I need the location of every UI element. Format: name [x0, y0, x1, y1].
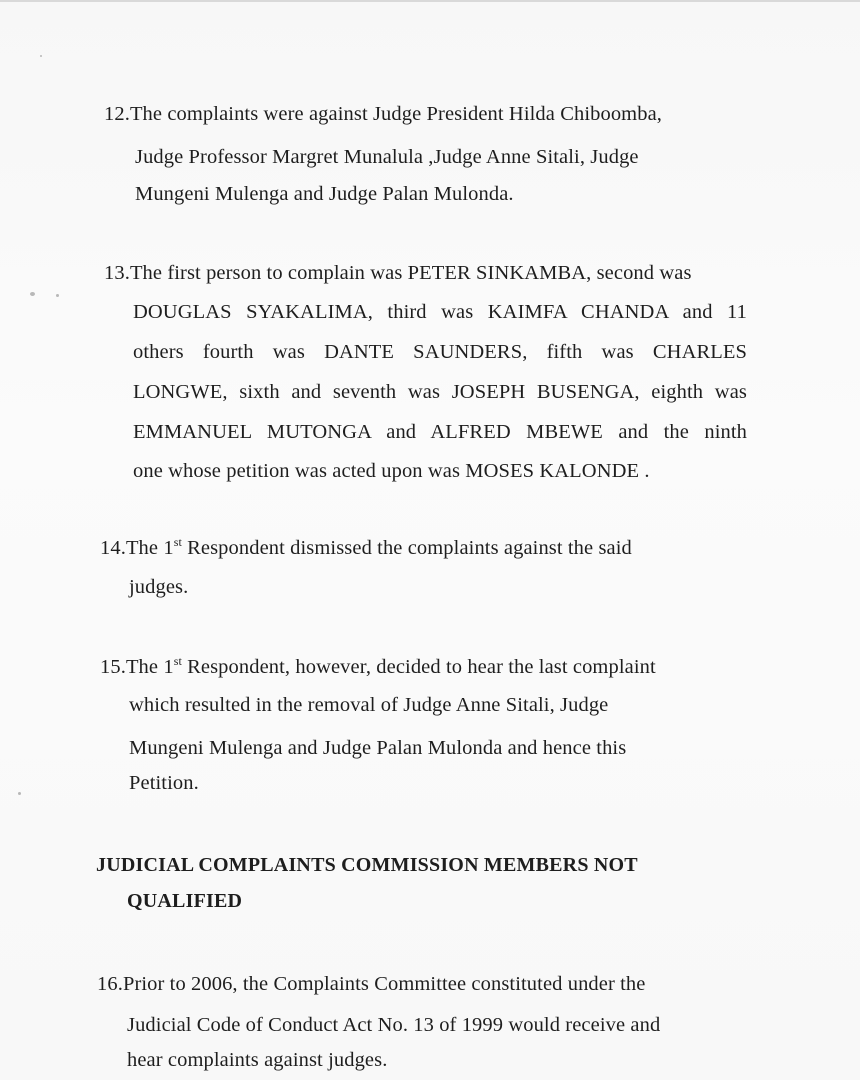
- paragraph-line: hear complaints against judges.: [127, 1049, 388, 1071]
- paragraph-line: Mungeni Mulenga and Judge Palan Mulonda and hence this: [129, 737, 627, 759]
- paragraph-line: [104, 263, 692, 283]
- paragraph-text: The 1: [125, 537, 174, 559]
- paragraph-line: [104, 104, 662, 124]
- scan-speck: [18, 792, 21, 795]
- paragraph-line: Judicial Code of Conduct Act No. 13 of 1999 would receive and: [127, 1014, 661, 1036]
- ordinal-suffix: st: [173, 654, 182, 669]
- scan-speck: [30, 292, 35, 296]
- paragraph-line: Judge Professor Margret Munalula ,Judge Anne Sitali, Judge: [135, 146, 639, 168]
- scan-speck: [40, 55, 42, 57]
- paragraph-text: The complaints were against Judge President Hilda Chiboomba,: [129, 103, 662, 125]
- paragraph-number: 15.: [100, 656, 126, 678]
- paragraph-line: [100, 654, 656, 678]
- paragraph-line: [97, 974, 645, 994]
- paragraph-line: Petition.: [129, 772, 199, 794]
- paragraph-text: Respondent, however, decided to hear the last complaint: [181, 656, 656, 678]
- paragraph-line: EMMANUEL MUTONGA and ALFRED MBEWE and the ninth: [133, 421, 747, 443]
- paragraph-text: Prior to 2006, the Complaints Committee constituted under the: [122, 973, 646, 995]
- paragraph-number: 14.: [100, 537, 126, 559]
- paragraph-number: 13.: [104, 262, 130, 284]
- paragraph-line: LONGWE, sixth and seventh was JOSEPH BUSENGA, eighth was: [133, 381, 747, 403]
- paragraph-text: The 1: [125, 656, 174, 678]
- page-top-edge: [0, 0, 860, 2]
- section-heading: QUALIFIED: [127, 890, 243, 912]
- paragraph-line: Mungeni Mulenga and Judge Palan Mulonda.: [135, 183, 514, 205]
- paragraph-number: 12.: [104, 103, 130, 125]
- ordinal-suffix: st: [173, 535, 182, 550]
- paragraph-line: which resulted in the removal of Judge Anne Sitali, Judge: [129, 694, 609, 716]
- paragraph-text: Respondent dismissed the complaints against the said: [181, 537, 632, 559]
- paragraph-number: 16.: [97, 973, 123, 995]
- section-heading: JUDICIAL COMPLAINTS COMMISSION MEMBERS NOT: [96, 854, 638, 876]
- paragraph-line: others fourth was DANTE SAUNDERS, fifth was CHARLES: [133, 341, 747, 363]
- paragraph-line: judges.: [129, 576, 189, 598]
- scan-speck: [56, 294, 59, 297]
- paragraph-line: [100, 535, 632, 559]
- paragraph-line: DOUGLAS SYAKALIMA, third was KAIMFA CHANDA and 11: [133, 301, 747, 323]
- paragraph-line: one whose petition was acted upon was MOSES KALONDE .: [133, 460, 650, 482]
- paragraph-text: The first person to complain was PETER SINKAMBA, second was: [129, 262, 692, 284]
